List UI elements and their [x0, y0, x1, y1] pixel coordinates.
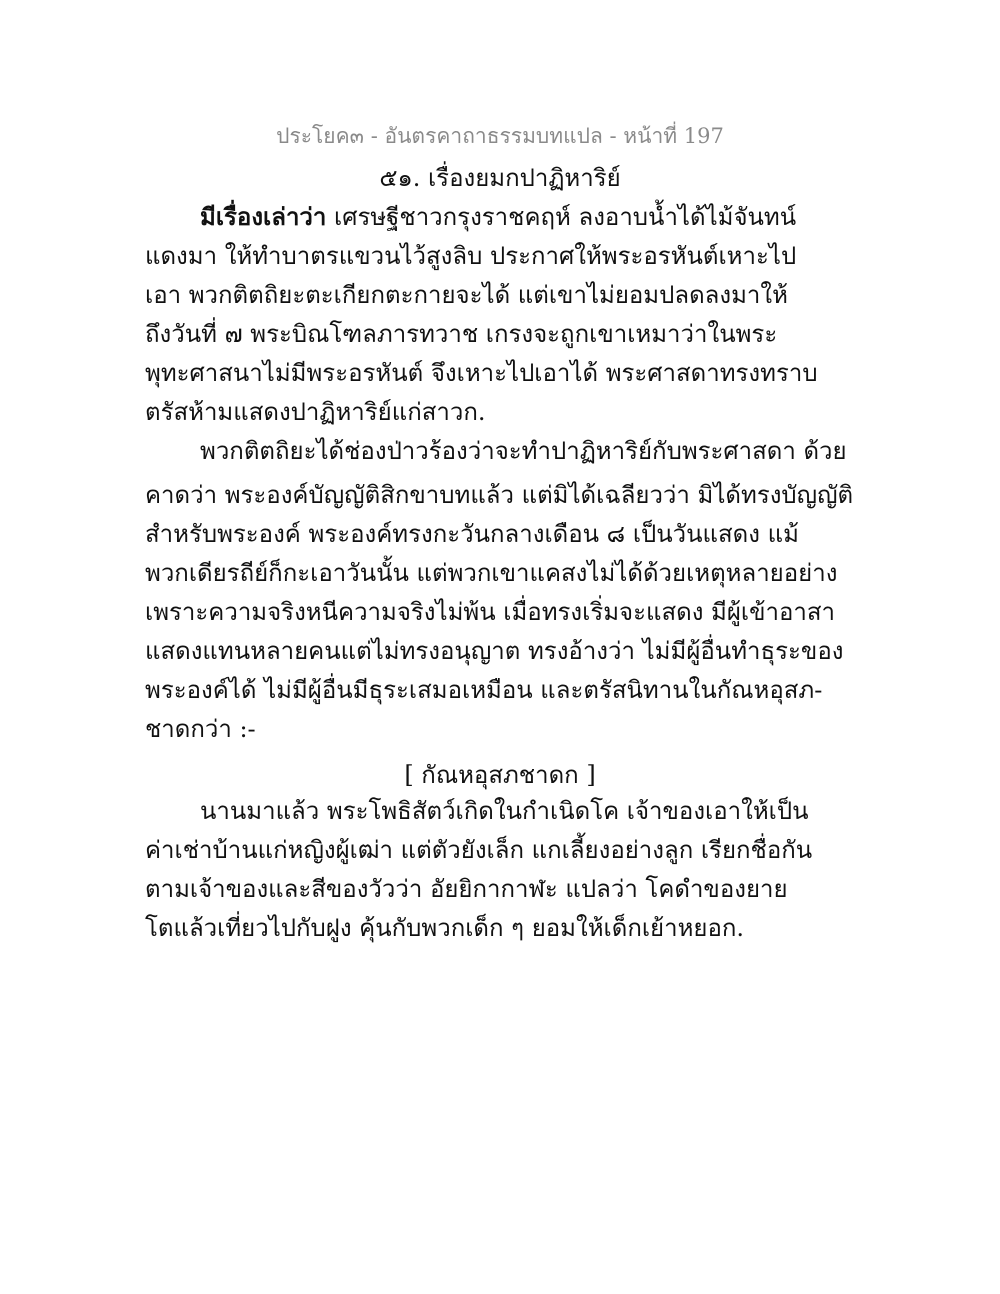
- para1-line4: ถึงวันที่ ๗ พระบิณโฑลภารทวาช เกรงจะถูกเขาเหมาว่าในพระ: [145, 320, 778, 348]
- para2-line2: คาดว่า พระองค์บัญญัติสิกขาบทแล้ว แต่มิได้เฉลียวว่า มิได้ทรงบัญญัติ: [145, 481, 854, 509]
- para3-line1: นานมาแล้ว พระโพธิสัตว์เกิดในกำเนิดโค เจ้าของเอาให้เป็น: [200, 797, 809, 825]
- para3-line4: โตแล้วเที่ยวไปกับฝูง คุ้นกับพวกเด็ก ๆ ยอมให้เด็กเย้าหยอก.: [145, 914, 745, 942]
- para2-line6: แสดงแทนหลายคนแต่ไม่ทรงอนุญาต ทรงอ้างว่า ไม่มีผู้อื่นทำธุระของ: [145, 637, 844, 665]
- para2-line1: พวกติตถิยะได้ช่องป่าวร้องว่าจะทำปาฏิหาริย์กับพระศาสดา ด้วย: [200, 437, 847, 465]
- para2-line8: ชาดกว่า :-: [145, 715, 256, 743]
- para1-line2: แดงมา ให้ทำบาตรแขวนไว้สูงลิบ ประกาศให้พระอรหันต์เหาะไป: [145, 242, 797, 270]
- para1-line5: พุทะศาสนาไม่มีพระอรหันต์ จึงเหาะไปเอาได้ พระศาสดาทรงทราบ: [145, 359, 818, 387]
- jataka-subheading: [ กัณหอุสภชาดก ]: [404, 761, 596, 789]
- para2-line4: พวกเดียรถีย์ก็กะเอาวันนั้น แต่พวกเขาแคสงไม่ได้ด้วยเหตุหลายอย่าง: [145, 559, 838, 587]
- page-header: ประโยค๓ - อันตรคาถาธรรมบทแปล - หน้าที่ 197: [276, 124, 724, 148]
- para1-line3: เอา พวกติตถิยะตะเกียกตะกายจะได้ แต่เขาไม่ยอมปลดลงมาให้: [145, 281, 788, 309]
- para3-line3: ตามเจ้าของและสีของวัวว่า อัยยิกากาฬะ แปลว่า โคดำของยาย: [145, 875, 788, 903]
- story-title: ๕๑. เรื่องยมกปาฏิหาริย์: [379, 164, 621, 192]
- para3-line2: ค่าเช่าบ้านแก่หญิงผู้เฒ่า แต่ตัวยังเล็ก แกเลี้ยงอย่างลูก เรียกชื่อกัน: [145, 836, 813, 864]
- para1-line6: ตรัสห้ามแสดงปาฏิหาริย์แก่สาวก.: [145, 398, 486, 426]
- para2-line7: พระองค์ได้ ไม่มีผู้อื่นมีธุระเสมอเหมือน และตรัสนิทานในกัณหอุสภ-: [145, 676, 823, 704]
- para2-line3: สำหรับพระองค์ พระองค์ทรงกะวันกลางเดือน ๘ เป็นวันแสดง แม้: [145, 520, 799, 548]
- para1-line1: [200, 200, 797, 234]
- para1-line1-text: เศรษฐีชาวกรุงราชคฤห์ ลงอาบน้ำได้ไม้จันทน์: [326, 203, 797, 231]
- para1-lead: มีเรื่องเล่าว่า: [200, 202, 327, 231]
- para2-line5: เพราะความจริงหนีความจริงไม่พ้น เมื่อทรงเริ่มจะแสดง มีผู้เข้าอาสา: [145, 598, 836, 626]
